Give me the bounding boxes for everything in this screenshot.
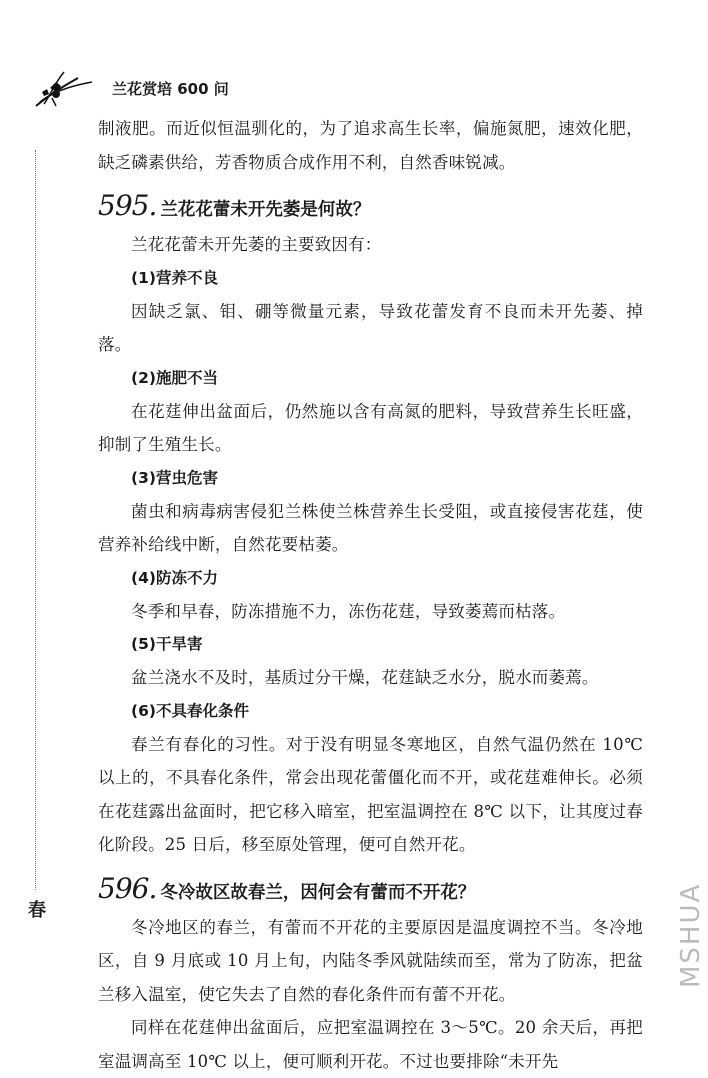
item-heading: (4)防冻不力 xyxy=(131,568,218,587)
item-text: 因缺乏氯、钼、硼等微量元素，导致花蕾发育不良而未开先萎、掉落。 xyxy=(98,301,643,354)
item-text: 菌虫和病毒病害侵犯兰株使兰株营养生长受阻，或直接侵害花莛，使营养补给线中断，自然花要枯萎。 xyxy=(98,501,643,554)
margin-dotted-line xyxy=(35,150,36,890)
season-side-mark: 春 xyxy=(28,900,46,921)
item-heading: (5)干旱害 xyxy=(131,635,203,653)
item-heading: (6)不具春化条件 xyxy=(131,701,249,720)
question-number: 595. xyxy=(98,189,157,222)
item-text: 在花莛伸出盆面后，仍然施以含有高氮的肥料，导致营养生长旺盛，抑制了生殖生长。 xyxy=(98,401,643,454)
answer-paragraph: 冬冷地区的春兰，有蕾而不开花的主要原因是温度调控不当。冬冷地区，自 9 月底或 10 月上旬，内陆冬季风就陆续而至，常为了防冻，把盆兰移入温室，使它失去了自然的春化条件而有蕾不开花。 xyxy=(98,917,643,1004)
continuation-paragraph: 制液肥。而近似恒温驯化的，为了追求高生长率，偏施氮肥，速效化肥，缺乏磷素供给，芳香物质合成作用不利，自然香味锐减。 xyxy=(98,119,643,172)
orchid-icon xyxy=(30,66,110,110)
watermark xyxy=(672,880,706,990)
item-text: 冬季和早春，防冻措施不力，冻伤花莛，导致萎蔫而枯落。 xyxy=(131,601,566,621)
question-title: 兰花花蕾未开先萎是何故？ xyxy=(160,200,371,220)
watermark-text: MSHUA xyxy=(676,882,706,988)
running-title: 兰花赏培 600 问 xyxy=(112,80,229,98)
page-body xyxy=(98,112,643,1078)
item-heading: (2)施肥不当 xyxy=(131,368,218,387)
question-number: 596. xyxy=(98,871,157,905)
item-heading: (1)营养不良 xyxy=(131,268,218,287)
item-heading: (3)营虫危害 xyxy=(131,468,218,487)
question-595-intro: 兰花花蕾未开先萎的主要致因有： xyxy=(131,235,382,254)
item-text: 盆兰浇水不及时，基质过分干燥，花莛缺乏水分，脱水而萎蔫。 xyxy=(131,668,599,687)
item-text: 春兰有春化的习性。对于没有明显冬寒地区，自然气温仍然在 10℃ 以上的，不具春化条件，常会出现花蕾僵化而不开，或花莛难伸长。必须在花莛露出盆面时，把它移入暗室，把室温调控在 8℃ 以下，让其度过春化阶段。25 日后，移至原处管理，便可自然开花。 xyxy=(98,734,643,854)
page-header xyxy=(30,66,330,106)
question-title: 冬冷故区故春兰，因何会有蕾而不开花？ xyxy=(160,882,476,903)
answer-paragraph: 同样在花莛伸出盆面后，应把室温调控在 3～5℃。20 余天后，再把室温调高至 10℃ 以上，便可顺利开花。不过也要排除“未开先 xyxy=(98,1018,643,1071)
question-595-heading xyxy=(98,189,643,222)
question-596-heading xyxy=(98,872,643,905)
